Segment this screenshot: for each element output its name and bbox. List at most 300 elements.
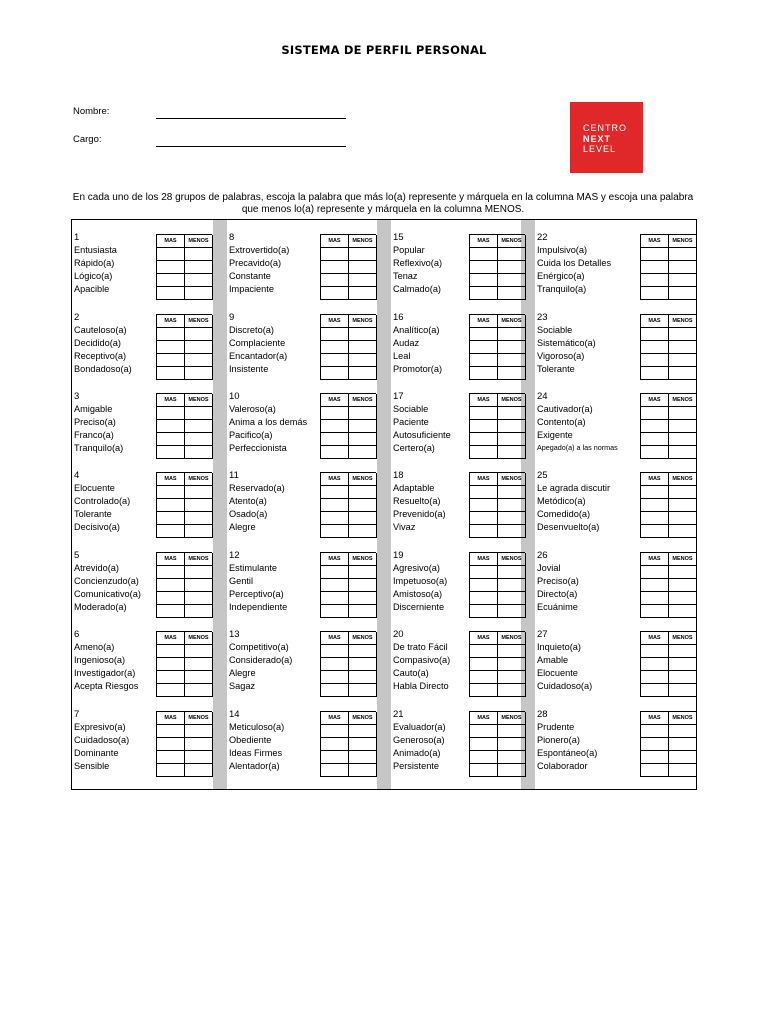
mas-checkbox[interactable] [641, 525, 669, 538]
mas-checkbox[interactable] [470, 512, 498, 525]
mas-checkbox[interactable] [641, 407, 669, 420]
mas-checkbox[interactable] [321, 566, 349, 579]
menos-checkbox[interactable] [498, 274, 526, 287]
mas-menos-grid [640, 314, 696, 380]
menos-checkbox[interactable] [349, 671, 377, 684]
mas-checkbox[interactable] [157, 341, 185, 354]
group-word: Tranquilo(a) [74, 443, 124, 453]
menos-checkbox[interactable] [498, 764, 526, 777]
group-word: Estimulante [229, 563, 278, 573]
menos-checkbox[interactable] [349, 645, 377, 658]
page-title: SISTEMA DE PERFIL PERSONAL [281, 43, 487, 57]
mas-checkbox[interactable] [321, 658, 349, 671]
word-group [227, 220, 377, 294]
mas-header: MAS [641, 553, 669, 566]
group-word: Bondadoso(a) [74, 364, 132, 374]
menos-checkbox[interactable] [498, 671, 526, 684]
word-group [391, 300, 522, 374]
menos-checkbox[interactable] [185, 420, 213, 433]
mas-header: MAS [157, 553, 185, 566]
mas-checkbox[interactable] [641, 274, 669, 287]
menos-checkbox[interactable] [669, 579, 697, 592]
mas-checkbox[interactable] [470, 499, 498, 512]
mas-checkbox[interactable] [641, 287, 669, 300]
menos-header: MENOS [185, 632, 213, 645]
mas-header: MAS [157, 712, 185, 725]
mas-menos-grid [320, 472, 376, 538]
mas-header: MAS [470, 394, 498, 407]
word-group [535, 617, 697, 691]
group-word: Comedido(a) [537, 509, 591, 519]
menos-checkbox[interactable] [669, 328, 697, 341]
mas-checkbox[interactable] [641, 328, 669, 341]
menos-checkbox[interactable] [185, 725, 213, 738]
menos-checkbox[interactable] [498, 525, 526, 538]
menos-checkbox[interactable] [349, 486, 377, 499]
menos-checkbox[interactable] [349, 725, 377, 738]
menos-checkbox[interactable] [349, 248, 377, 261]
mas-checkbox[interactable] [157, 354, 185, 367]
group-word: Controlado(a) [74, 496, 131, 506]
group-word: Apegado(a) a las normas [537, 443, 618, 452]
mas-checkbox[interactable] [641, 579, 669, 592]
menos-checkbox[interactable] [349, 328, 377, 341]
word-group [72, 379, 213, 453]
logo-line-2: NEXT [583, 133, 612, 144]
mas-checkbox[interactable] [321, 592, 349, 605]
mas-header: MAS [641, 394, 669, 407]
group-word: Reservado(a) [229, 483, 285, 493]
menos-checkbox[interactable] [669, 592, 697, 605]
mas-header: MAS [641, 632, 669, 645]
menos-checkbox[interactable] [669, 566, 697, 579]
group-word: Promotor(a) [393, 364, 443, 374]
mas-checkbox[interactable] [470, 261, 498, 274]
mas-checkbox[interactable] [321, 420, 349, 433]
menos-checkbox[interactable] [498, 579, 526, 592]
name-field[interactable] [156, 118, 346, 119]
menos-checkbox[interactable] [349, 499, 377, 512]
word-group [227, 697, 377, 771]
menos-checkbox[interactable] [498, 751, 526, 764]
mas-checkbox[interactable] [157, 579, 185, 592]
mas-checkbox[interactable] [321, 579, 349, 592]
word-group [535, 379, 697, 452]
mas-checkbox[interactable] [157, 645, 185, 658]
menos-checkbox[interactable] [498, 354, 526, 367]
mas-checkbox[interactable] [321, 341, 349, 354]
group-word: Prudente [537, 722, 575, 732]
menos-checkbox[interactable] [185, 486, 213, 499]
menos-checkbox[interactable] [669, 248, 697, 261]
mas-checkbox[interactable] [641, 486, 669, 499]
mas-checkbox[interactable] [641, 512, 669, 525]
menos-checkbox[interactable] [669, 645, 697, 658]
menos-header: MENOS [349, 712, 377, 725]
mas-checkbox[interactable] [470, 248, 498, 261]
mas-checkbox[interactable] [157, 248, 185, 261]
mas-checkbox[interactable] [321, 261, 349, 274]
menos-checkbox[interactable] [185, 499, 213, 512]
group-word: Expresivo(a) [74, 722, 126, 732]
menos-checkbox[interactable] [185, 433, 213, 446]
menos-checkbox[interactable] [498, 433, 526, 446]
group-word: Agresivo(a) [393, 563, 440, 573]
mas-checkbox[interactable] [321, 645, 349, 658]
menos-checkbox[interactable] [349, 751, 377, 764]
word-group [535, 538, 697, 612]
menos-checkbox[interactable] [498, 725, 526, 738]
mas-checkbox[interactable] [157, 764, 185, 777]
group-word: Compasivo(a) [393, 655, 451, 665]
mas-checkbox[interactable] [157, 658, 185, 671]
group-word: Directo(a) [537, 589, 578, 599]
mas-checkbox[interactable] [321, 433, 349, 446]
menos-checkbox[interactable] [349, 287, 377, 300]
mas-checkbox[interactable] [470, 725, 498, 738]
mas-checkbox[interactable] [321, 328, 349, 341]
menos-checkbox[interactable] [349, 512, 377, 525]
menos-header: MENOS [669, 394, 697, 407]
menos-checkbox[interactable] [669, 341, 697, 354]
mas-checkbox[interactable] [321, 354, 349, 367]
mas-checkbox[interactable] [641, 499, 669, 512]
mas-checkbox[interactable] [470, 684, 498, 697]
menos-checkbox[interactable] [349, 341, 377, 354]
mas-checkbox[interactable] [641, 671, 669, 684]
group-word: Tranquilo(a) [537, 284, 587, 294]
mas-checkbox[interactable] [157, 287, 185, 300]
group-number: 23 [537, 312, 548, 323]
mas-menos-grid [640, 234, 696, 300]
mas-menos-grid [640, 711, 696, 777]
mas-checkbox[interactable] [157, 725, 185, 738]
mas-checkbox[interactable] [321, 407, 349, 420]
menos-checkbox[interactable] [498, 512, 526, 525]
group-word: Discreto(a) [229, 325, 274, 335]
mas-checkbox[interactable] [641, 751, 669, 764]
menos-checkbox[interactable] [669, 725, 697, 738]
group-word: Complaciente [229, 338, 286, 348]
group-word: Impetuoso(a) [393, 576, 448, 586]
mas-checkbox[interactable] [321, 512, 349, 525]
menos-checkbox[interactable] [185, 751, 213, 764]
group-word: Animado(a) [393, 748, 441, 758]
mas-menos-grid [156, 472, 212, 538]
mas-checkbox[interactable] [157, 592, 185, 605]
group-word: Encantador(a) [229, 351, 288, 361]
menos-checkbox[interactable] [498, 738, 526, 751]
menos-checkbox[interactable] [498, 341, 526, 354]
mas-checkbox[interactable] [470, 341, 498, 354]
group-number: 15 [393, 232, 404, 243]
menos-checkbox[interactable] [498, 592, 526, 605]
mas-checkbox[interactable] [321, 486, 349, 499]
menos-header: MENOS [669, 553, 697, 566]
group-word: Entusiasta [74, 245, 117, 255]
group-word: Considerado(a) [229, 655, 293, 665]
group-word: Persistente [393, 761, 439, 771]
mas-checkbox[interactable] [157, 433, 185, 446]
menos-checkbox[interactable] [349, 261, 377, 274]
mas-checkbox[interactable] [321, 287, 349, 300]
mas-checkbox[interactable] [641, 261, 669, 274]
menos-checkbox[interactable] [349, 566, 377, 579]
menos-checkbox[interactable] [185, 248, 213, 261]
group-number: 7 [74, 709, 80, 720]
mas-menos-grid [320, 314, 376, 380]
menos-checkbox[interactable] [185, 512, 213, 525]
menos-checkbox[interactable] [185, 738, 213, 751]
menos-checkbox[interactable] [669, 499, 697, 512]
mas-checkbox[interactable] [470, 328, 498, 341]
menos-checkbox[interactable] [498, 499, 526, 512]
menos-checkbox[interactable] [349, 738, 377, 751]
menos-checkbox[interactable] [669, 407, 697, 420]
mas-menos-grid [640, 552, 696, 618]
menos-checkbox[interactable] [669, 433, 697, 446]
mas-checkbox[interactable] [157, 261, 185, 274]
menos-header: MENOS [349, 553, 377, 566]
menos-checkbox[interactable] [669, 658, 697, 671]
group-word: Inquieto(a) [537, 642, 581, 652]
mas-menos-grid [640, 631, 696, 697]
menos-header: MENOS [498, 473, 526, 486]
mas-checkbox[interactable] [641, 592, 669, 605]
mas-checkbox[interactable] [321, 274, 349, 287]
mas-checkbox[interactable] [641, 354, 669, 367]
mas-checkbox[interactable] [157, 328, 185, 341]
menos-checkbox[interactable] [498, 658, 526, 671]
mas-checkbox[interactable] [470, 592, 498, 605]
menos-checkbox[interactable] [349, 579, 377, 592]
group-word: Anima a los demás [229, 417, 308, 427]
mas-checkbox[interactable] [157, 499, 185, 512]
menos-header: MENOS [498, 235, 526, 248]
group-word: Acepta Riesgos [74, 681, 139, 691]
mas-header: MAS [157, 473, 185, 486]
menos-checkbox[interactable] [185, 407, 213, 420]
menos-checkbox[interactable] [185, 525, 213, 538]
mas-header: MAS [157, 235, 185, 248]
menos-checkbox[interactable] [185, 684, 213, 697]
menos-checkbox[interactable] [349, 658, 377, 671]
menos-checkbox[interactable] [185, 274, 213, 287]
menos-checkbox[interactable] [498, 420, 526, 433]
mas-checkbox[interactable] [641, 645, 669, 658]
mas-checkbox[interactable] [470, 658, 498, 671]
mas-checkbox[interactable] [157, 486, 185, 499]
menos-checkbox[interactable] [185, 645, 213, 658]
menos-checkbox[interactable] [349, 420, 377, 433]
menos-checkbox[interactable] [349, 764, 377, 777]
mas-checkbox[interactable] [641, 764, 669, 777]
mas-checkbox[interactable] [641, 248, 669, 261]
menos-checkbox[interactable] [669, 287, 697, 300]
group-number: 25 [537, 470, 548, 481]
group-word: Cuidadoso(a) [74, 735, 130, 745]
menos-checkbox[interactable] [185, 261, 213, 274]
mas-checkbox[interactable] [321, 525, 349, 538]
menos-checkbox[interactable] [185, 341, 213, 354]
menos-header: MENOS [185, 394, 213, 407]
menos-checkbox[interactable] [349, 525, 377, 538]
mas-menos-grid [640, 472, 696, 538]
group-word: Prevenido(a) [393, 509, 446, 519]
group-number: 11 [229, 470, 239, 481]
mas-checkbox[interactable] [321, 684, 349, 697]
mas-menos-grid [320, 552, 376, 618]
mas-header: MAS [470, 712, 498, 725]
menos-checkbox[interactable] [669, 738, 697, 751]
menos-header: MENOS [669, 632, 697, 645]
mas-checkbox[interactable] [321, 725, 349, 738]
mas-menos-grid [320, 393, 376, 459]
mas-checkbox[interactable] [641, 341, 669, 354]
menos-checkbox[interactable] [498, 566, 526, 579]
menos-checkbox[interactable] [669, 261, 697, 274]
mas-checkbox[interactable] [641, 738, 669, 751]
mas-checkbox[interactable] [470, 566, 498, 579]
mas-checkbox[interactable] [470, 420, 498, 433]
mas-checkbox[interactable] [157, 407, 185, 420]
mas-checkbox[interactable] [157, 566, 185, 579]
menos-checkbox[interactable] [669, 764, 697, 777]
menos-checkbox[interactable] [349, 433, 377, 446]
menos-checkbox[interactable] [498, 261, 526, 274]
mas-checkbox[interactable] [321, 671, 349, 684]
mas-checkbox[interactable] [157, 512, 185, 525]
group-word: Generoso(a) [393, 735, 445, 745]
mas-checkbox[interactable] [470, 645, 498, 658]
mas-checkbox[interactable] [157, 420, 185, 433]
group-word: Vivaz [393, 522, 416, 532]
mas-menos-grid [320, 631, 376, 697]
mas-checkbox[interactable] [470, 579, 498, 592]
menos-checkbox[interactable] [669, 420, 697, 433]
mas-checkbox[interactable] [470, 525, 498, 538]
menos-checkbox[interactable] [185, 354, 213, 367]
mas-header: MAS [470, 553, 498, 566]
menos-checkbox[interactable] [349, 592, 377, 605]
mas-menos-grid [320, 234, 376, 300]
menos-checkbox[interactable] [185, 579, 213, 592]
menos-checkbox[interactable] [349, 274, 377, 287]
group-word: Obediente [229, 735, 272, 745]
menos-header: MENOS [185, 712, 213, 725]
mas-header: MAS [157, 315, 185, 328]
menos-checkbox[interactable] [185, 764, 213, 777]
mas-checkbox[interactable] [641, 658, 669, 671]
menos-checkbox[interactable] [349, 407, 377, 420]
mas-checkbox[interactable] [321, 499, 349, 512]
mas-checkbox[interactable] [157, 671, 185, 684]
menos-checkbox[interactable] [669, 354, 697, 367]
mas-header: MAS [470, 235, 498, 248]
mas-header: MAS [321, 553, 349, 566]
mas-header: MAS [157, 632, 185, 645]
menos-checkbox[interactable] [349, 684, 377, 697]
group-word: Amigable [74, 404, 113, 414]
menos-checkbox[interactable] [669, 525, 697, 538]
mas-checkbox[interactable] [641, 566, 669, 579]
menos-checkbox[interactable] [498, 684, 526, 697]
mas-checkbox[interactable] [321, 738, 349, 751]
menos-checkbox[interactable] [669, 486, 697, 499]
mas-checkbox[interactable] [321, 751, 349, 764]
menos-checkbox[interactable] [669, 684, 697, 697]
mas-checkbox[interactable] [470, 354, 498, 367]
mas-checkbox[interactable] [470, 486, 498, 499]
menos-checkbox[interactable] [498, 248, 526, 261]
group-word: Precavido(a) [229, 258, 282, 268]
menos-checkbox[interactable] [498, 407, 526, 420]
mas-checkbox[interactable] [641, 420, 669, 433]
group-word: Lógico(a) [74, 271, 113, 281]
menos-checkbox[interactable] [185, 592, 213, 605]
menos-checkbox[interactable] [498, 287, 526, 300]
mas-checkbox[interactable] [470, 287, 498, 300]
menos-checkbox[interactable] [185, 328, 213, 341]
menos-checkbox[interactable] [669, 512, 697, 525]
mas-checkbox[interactable] [470, 274, 498, 287]
word-group [227, 617, 377, 691]
menos-checkbox[interactable] [669, 671, 697, 684]
menos-checkbox[interactable] [185, 671, 213, 684]
mas-menos-grid [156, 314, 212, 380]
mas-checkbox[interactable] [157, 684, 185, 697]
mas-checkbox[interactable] [470, 433, 498, 446]
group-number: 1 [74, 232, 80, 243]
mas-header: MAS [470, 473, 498, 486]
group-word: Perceptivo(a) [229, 589, 284, 599]
group-word: Vigoroso(a) [537, 351, 585, 361]
mas-menos-grid [156, 711, 212, 777]
mas-checkbox[interactable] [157, 525, 185, 538]
group-number: 20 [393, 629, 404, 640]
mas-checkbox[interactable] [157, 274, 185, 287]
mas-header: MAS [321, 632, 349, 645]
group-number: 16 [393, 312, 404, 323]
mas-checkbox[interactable] [470, 751, 498, 764]
role-field[interactable] [156, 146, 346, 147]
mas-checkbox[interactable] [641, 433, 669, 446]
menos-checkbox[interactable] [498, 486, 526, 499]
mas-checkbox[interactable] [470, 738, 498, 751]
mas-checkbox[interactable] [321, 248, 349, 261]
mas-checkbox[interactable] [470, 671, 498, 684]
mas-checkbox[interactable] [157, 738, 185, 751]
mas-checkbox[interactable] [470, 764, 498, 777]
menos-checkbox[interactable] [185, 566, 213, 579]
menos-checkbox[interactable] [498, 328, 526, 341]
menos-checkbox[interactable] [669, 274, 697, 287]
menos-checkbox[interactable] [498, 645, 526, 658]
mas-checkbox[interactable] [470, 407, 498, 420]
mas-menos-grid [469, 472, 525, 538]
mas-checkbox[interactable] [641, 684, 669, 697]
menos-checkbox[interactable] [349, 354, 377, 367]
menos-checkbox[interactable] [185, 287, 213, 300]
mas-checkbox[interactable] [321, 764, 349, 777]
group-number: 10 [229, 391, 240, 402]
menos-checkbox[interactable] [185, 658, 213, 671]
mas-checkbox[interactable] [157, 751, 185, 764]
menos-checkbox[interactable] [669, 751, 697, 764]
mas-checkbox[interactable] [641, 725, 669, 738]
group-word: Moderado(a) [74, 602, 127, 612]
group-word: Cuidadoso(a) [537, 681, 593, 691]
